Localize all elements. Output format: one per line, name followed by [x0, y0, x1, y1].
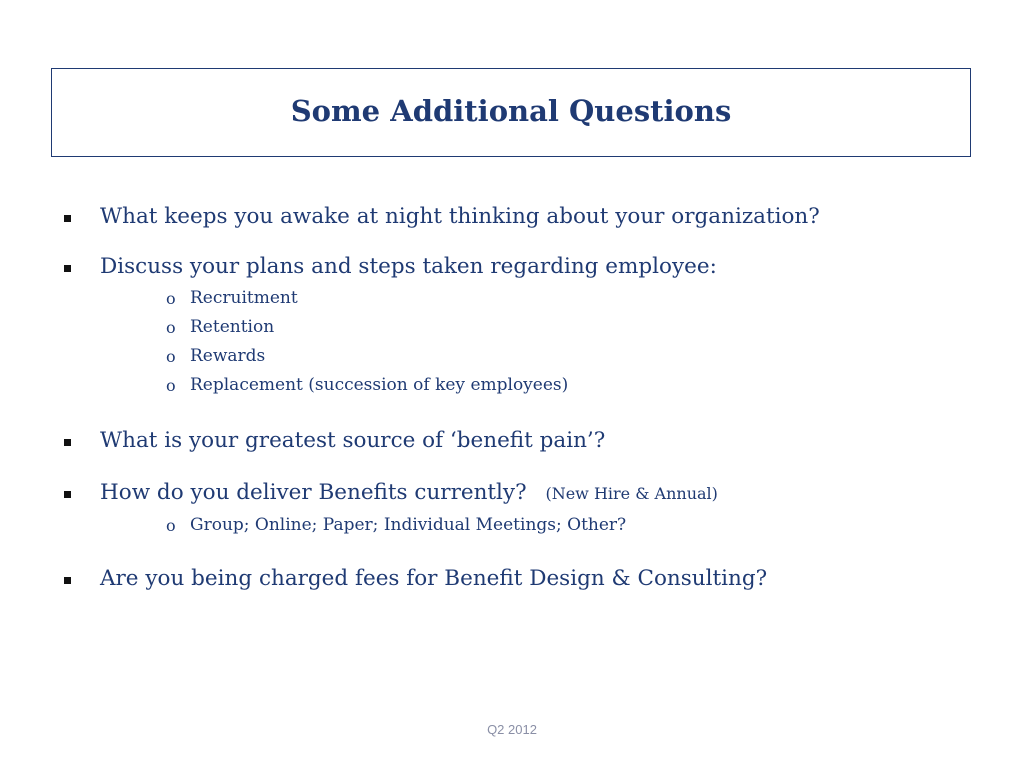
- sub-bullet-item: [100, 342, 992, 371]
- sub-bullet-text: Rewards: [190, 346, 266, 366]
- bullet-item: [62, 252, 992, 400]
- square-bullet-icon: [64, 491, 71, 498]
- bullet-item: [62, 478, 992, 540]
- sub-bullet-text: Group; Online; Paper; Individual Meetings; Other?: [190, 515, 627, 535]
- slide-title: Some Additional Questions: [290, 93, 732, 128]
- bullet-item: [62, 426, 992, 456]
- sub-bullet-text: Recruitment: [190, 288, 298, 308]
- sub-bullet-list: [100, 511, 992, 540]
- square-bullet-icon: [64, 215, 71, 222]
- bullet-item: [62, 564, 992, 594]
- bullet-list: [62, 202, 992, 617]
- bullet-text: Are you being charged fees for Benefit Design & Consulting?: [100, 566, 768, 591]
- circle-bullet-icon: o: [166, 318, 176, 337]
- bullet-text: What is your greatest source of ‘benefit pain’?: [100, 428, 606, 453]
- circle-bullet-icon: o: [166, 289, 176, 308]
- title-box: [51, 68, 971, 157]
- bullet-text: Discuss your plans and steps taken regarding employee:: [100, 254, 717, 279]
- square-bullet-icon: [64, 577, 71, 584]
- circle-bullet-icon: o: [166, 347, 176, 366]
- sub-bullet-list: [100, 284, 992, 400]
- square-bullet-icon: [64, 265, 71, 272]
- circle-bullet-icon: o: [166, 516, 176, 535]
- sub-bullet-item: [100, 313, 992, 342]
- bullet-note: (New Hire & Annual): [545, 484, 718, 503]
- bullet-text: How do you deliver Benefits currently?: [100, 480, 527, 505]
- footer-date: Q2 2012: [487, 722, 537, 737]
- sub-bullet-item: [100, 371, 992, 400]
- circle-bullet-icon: o: [166, 376, 176, 395]
- sub-bullet-text: Retention: [190, 317, 275, 337]
- sub-bullet-item: [100, 511, 992, 540]
- bullet-item: [62, 202, 992, 232]
- sub-bullet-text: Replacement (succession of key employees): [190, 375, 569, 395]
- bullet-text: What keeps you awake at night thinking about your organization?: [100, 204, 820, 229]
- sub-bullet-item: [100, 284, 992, 313]
- square-bullet-icon: [64, 439, 71, 446]
